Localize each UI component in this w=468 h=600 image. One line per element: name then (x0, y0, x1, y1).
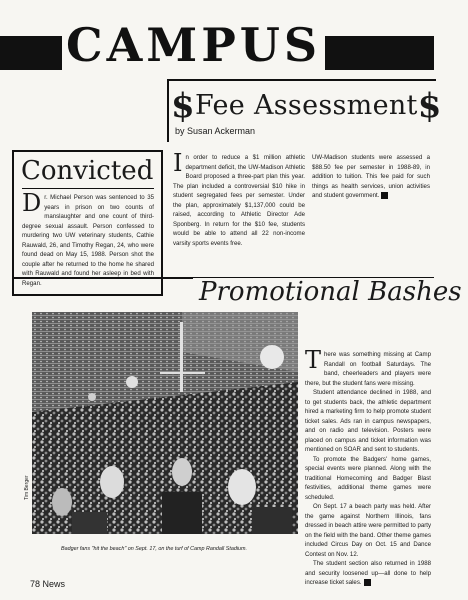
fee-column-2 (312, 153, 430, 201)
promo-paragraph: The student section also returned in 1988 and security loosened up—all done to help increase ticket sales. (305, 560, 431, 586)
photo-credit: Tim Berger (24, 475, 30, 500)
dollar-sign-right: $ (417, 86, 442, 126)
promo-headline: Promotional Bashes (193, 278, 468, 307)
promo-dropcap: T (305, 346, 322, 374)
promo-paragraph: Student attendance declined in 1988, and to get students back, the athletic department hired a marketing firm to help promote student ticket sales. Ads ran in campus newspapers, and on radio and television. Posters were placed on campus and ticket information was mentioned on SOAR and sent to students. (305, 389, 431, 453)
end-mark-icon (364, 579, 371, 586)
stadium-photo-image (32, 312, 298, 534)
convicted-body (22, 189, 154, 288)
fee-byline: by Susan Ackerman (175, 126, 256, 136)
page-number: 78 (30, 579, 41, 589)
promo-paragraph: To promote the Badgers' home games, special events were planned. Along with the traditional Homecoming and Badger Blast festivities, additional theme games were scheduled. (305, 455, 431, 501)
fee-headline (171, 86, 442, 126)
fee-column-2-text: UW-Madison students were assessed a $88.50 fee per semester in 1988-89, in addition to tuition. This fee paid for such things as health services, union activities and student government. (312, 154, 430, 199)
end-mark-icon (381, 192, 388, 199)
fee-dropcap: I (173, 149, 183, 177)
convicted-text: r. Michael Person was sentenced to 35 years in prison on two counts of manslaughter and one count of third-degree sexual assault. Person confessed to murdering two UW veterinary students, Cathie Rauwald, 26, and Timothy Regan, 24, who were found dead on May 15, 1988. Person shot the couple after he returned to the home he shared with Rauwald and found her asleep in bed with Regan. (22, 194, 154, 287)
section-title: CAMPUS (62, 22, 325, 68)
promo-paragraph: There was something missing at Camp Randall on football Saturdays. The band, cheerleaders and players were there, but the student fans were missing. (305, 346, 431, 387)
photo-caption: Badger fans "hit the beach" on Sept. 17, on the turf of Camp Randall Stadium. (61, 546, 248, 552)
convicted-rule (22, 188, 154, 189)
convicted-dropcap: D (22, 189, 42, 217)
page-footer (30, 579, 65, 589)
stadium-photo (32, 312, 298, 534)
fee-column-1 (173, 149, 305, 248)
fee-headline-text: Fee Assessment (194, 90, 418, 121)
convicted-headline: Convicted (21, 156, 154, 186)
dollar-sign-left: $ (171, 86, 195, 126)
promo-paragraph: On Sept. 17 a beach party was held. After the game against Northern Illinois, fans dressed in beach attire were permitted to party on the field with the band. Other theme games included Circus Day on Oct. 15 and Dance Contest on Nov. 12. (305, 503, 431, 558)
footer-section: News (42, 579, 66, 589)
fee-column-1-text: n order to reduce a $1 million athletic department deficit, the UW-Madison Athletic Board proposed a three-part plan this year. The plan included a controversial $10 hike in student segregated fees per semester. Under the plan, approximately $1,137,000 could be raised, according to Athletic Director Ade Sponberg. In return for the $10 fee, students would be able to attend all 22 non-income varsity sports events free. (173, 154, 305, 247)
promo-column (305, 346, 431, 588)
